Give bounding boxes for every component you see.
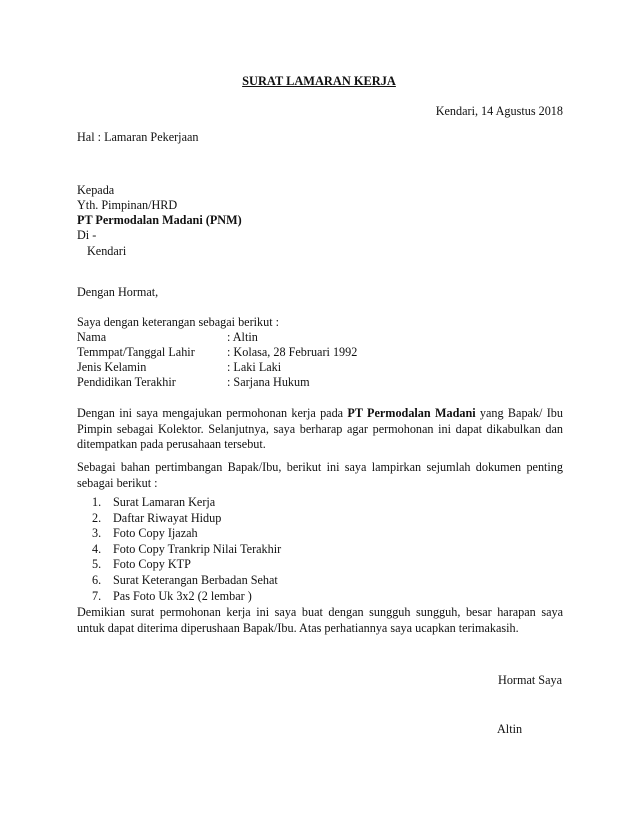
attachment-paragraph: Sebagai bahan pertimbangan Bapak/Ibu, berikut ini saya lampirkan sejumlah dokumen penting sebagai berikut : <box>77 460 563 490</box>
field-value: : Altin <box>227 330 258 344</box>
recipient-to: Kepada <box>77 183 115 197</box>
list-text: Foto Copy KTP <box>113 557 191 572</box>
field-name <box>77 330 258 346</box>
field-education <box>77 375 310 391</box>
list-item <box>92 526 281 542</box>
paragraph-text: yang Bapak/ Ibu Pimpin sebagai Kolektor. Selanjutnya, saya berharap agar permohonan ini dapat dikabulkan dan ditempatkan pada perusahaan tersebut. <box>77 406 563 451</box>
letter-title: SURAT LAMARAN KERJA <box>242 74 396 88</box>
list-item <box>92 589 281 605</box>
company-name-inline: PT Permodalan Madani <box>347 406 476 420</box>
field-value: : Kolasa, 28 Februari 1992 <box>227 345 358 359</box>
list-number: 6. <box>92 572 102 587</box>
field-label: Pendidikan Terakhir <box>77 375 176 389</box>
field-value: : Sarjana Hukum <box>227 375 310 389</box>
list-number: 4. <box>92 541 102 556</box>
recipient-company: PT Permodalan Madani (PNM) <box>77 213 242 227</box>
paragraph-text: Dengan ini saya mengajukan permohonan kerja pada <box>77 406 348 420</box>
list-number: 1. <box>92 495 102 509</box>
letter-subject: Hal : Lamaran Pekerjaan <box>77 130 199 144</box>
field-label: Jenis Kelamin <box>77 360 147 374</box>
closing-paragraph: Demikian surat permohonan kerja ini saya buat dengan sungguh sungguh, besar harapan saya untuk dapat diterima diperushaan Bapak/Ibu. Atas perhatiannya saya ucapkan terimakasih. <box>77 605 563 635</box>
list-text: Surat Keterangan Berbadan Sehat <box>113 572 278 587</box>
list-text: Pas Foto Uk 3x2 (2 lembar ) <box>113 588 252 603</box>
intro-text: Saya dengan keterangan sebagai berikut : <box>77 315 280 329</box>
list-number: 2. <box>92 510 102 525</box>
recipient-attn: Yth. Pimpinan/HRD <box>77 198 178 212</box>
recipient-at: Di - <box>77 228 97 242</box>
list-text: Surat Lamaran Kerja <box>113 495 216 509</box>
list-text: Daftar Riwayat Hidup <box>113 510 222 525</box>
list-text: Foto Copy Ijazah <box>113 526 198 541</box>
list-item <box>92 511 281 527</box>
letter-date: Kendari, 14 Agustus 2018 <box>435 104 563 118</box>
field-birth <box>77 345 357 361</box>
list-item <box>92 573 281 589</box>
list-item <box>92 557 281 573</box>
field-value: : Laki Laki <box>227 360 282 374</box>
application-paragraph <box>77 406 563 453</box>
greeting: Dengan Hormat, <box>77 285 159 299</box>
closing-salutation: Hormat Saya <box>498 673 562 687</box>
list-number: 5. <box>92 557 102 572</box>
list-number: 7. <box>92 588 102 603</box>
list-text: Foto Copy Trankrip Nilai Terakhir <box>113 541 282 556</box>
recipient-city: Kendari <box>87 244 127 258</box>
list-item <box>92 542 281 558</box>
list-item <box>92 495 281 511</box>
field-label: Temmpat/Tanggal Lahir <box>77 345 195 359</box>
signature-name: Altin <box>497 722 523 736</box>
field-gender <box>77 360 281 376</box>
field-label: Nama <box>77 330 107 344</box>
list-number: 3. <box>92 526 102 541</box>
document-list <box>92 495 281 604</box>
